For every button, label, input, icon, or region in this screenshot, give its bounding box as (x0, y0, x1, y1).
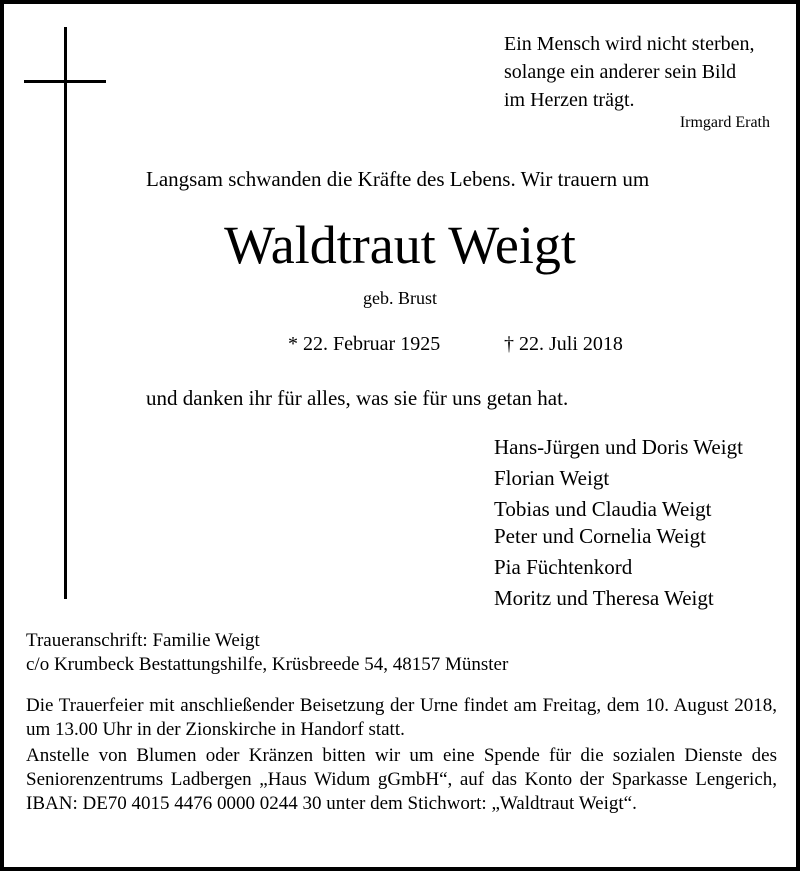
quote-line: Ein Mensch wird nicht sterben, (504, 33, 755, 55)
mourning-address (26, 629, 508, 677)
cross-vertical-beam (64, 27, 67, 599)
cross-horizontal-beam (24, 80, 106, 83)
family-member: Hans-Jürgen und Doris Weigt (494, 435, 743, 459)
family-member: Moritz und Theresa Weigt (494, 586, 714, 610)
intro-text: Langsam schwanden die Kräfte des Lebens. Wir trauern um (146, 167, 650, 191)
quote-line: solange ein anderer sein Bild (504, 61, 737, 83)
quote-author: Irmgard Erath (679, 114, 770, 131)
birth-date: * 22. Februar 1925 (288, 333, 441, 355)
family-member: Peter und Cornelia Weigt (494, 524, 706, 548)
address-line: c/o Krumbeck Bestattungshilfe, Krüsbreede 54, 48157 Münster (26, 654, 509, 675)
family-member: Florian Weigt (494, 466, 610, 490)
family-member: Tobias und Claudia Weigt (494, 497, 712, 521)
obituary-notice (4, 4, 796, 867)
thanks-text: und danken ihr für alles, was sie für uns getan hat. (146, 386, 569, 410)
quote-text (504, 30, 755, 114)
family-group-2 (494, 521, 714, 614)
death-date: † 22. Juli 2018 (504, 333, 623, 355)
family-member: Pia Füchtenkord (494, 555, 633, 579)
birth-name: geb. Brust (363, 288, 437, 308)
donation-info: Anstelle von Blumen oder Kränzen bitten wir um eine Spende für die sozialen Dienste des Seniorenzentrums Ladbergen „Haus Widum gGmbH“, auf das Konto der Sparkasse Lengerich, IBAN: DE70 4015 4476 0000 0244 30 unter dem Stichwort: „Waldtraut Weigt“. (26, 745, 777, 814)
funeral-info: Die Trauerfeier mit anschließender Beisetzung der Urne findet am Freitag, dem 10. August 2018, um 13.00 Uhr in der Zionskirche in Handorf statt. (26, 695, 777, 740)
family-group-1 (494, 432, 743, 525)
address-line: Traueranschrift: Familie Weigt (26, 630, 260, 651)
quote-line: im Herzen trägt. (504, 89, 635, 111)
deceased-name: Waldtraut Weigt (224, 215, 576, 275)
